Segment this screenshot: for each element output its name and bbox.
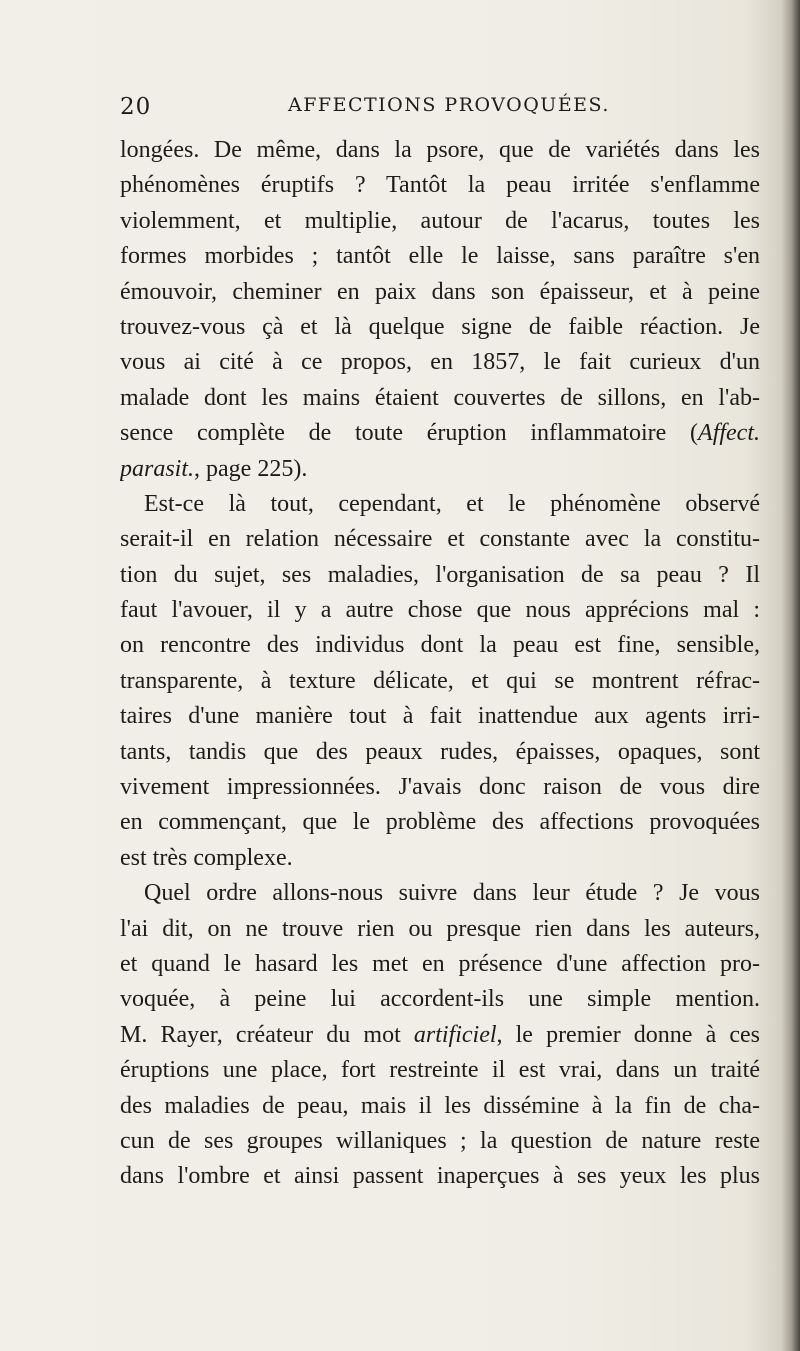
text-line: cun de ses groupes willaniques ; la question de nature reste [120,1127,760,1154]
text-line: Est-ce là tout, cependant, et le phénomène observé [144,490,760,517]
page-edge-shadow [782,0,800,1351]
text-line: violemment, et multiplie, autour de l'acarus, toutes les [120,207,760,234]
text-line: serait-il en relation nécessaire et constante avec la constitu- [120,526,760,553]
text-line: longées. De même, dans la psore, que de variétés dans les [120,137,760,163]
text-line: trouvez-vous çà et là quelque signe de faible réaction. Je [120,313,760,340]
text-line: taires d'une manière tout à fait inattendue aux agents irri- [120,703,760,730]
text-line: tants, tandis que des peaux rudes, épaisses, opaques, sont [120,738,760,765]
page-number: 20 [120,94,152,120]
text-line: est très complexe. [120,844,293,871]
text-line: l'ai dit, on ne trouve rien ou presque rien dans les auteurs, [120,915,760,942]
running-head [120,94,760,128]
text-line: Quel ordre allons-nous suivre dans leur étude ? Je vous [144,880,760,907]
text-line: M. Rayer, créateur du mot artificiel, le premier donne à ces [120,1021,760,1048]
text-line: des maladies de peau, mais il les dissémine à la fin de cha- [120,1092,760,1119]
italic-text: artificiel [413,1021,497,1048]
text-line: faut l'avouer, il y a autre chose que nous apprécions mal : [120,597,760,624]
text-line: vous ai cité à ce propos, en 1857, le fait curieux d'un [120,349,760,376]
text-line: vivement impressionnées. J'avais donc raison de vous dire [120,774,760,801]
text-line: sence complète de toute éruption inflammatoire (Affect. [120,420,760,447]
text-line: phénomènes éruptifs ? Tantôt la peau irritée s'enflamme [120,172,760,199]
text-line: en commençant, que le problème des affections provoquées [120,809,760,836]
text-line: parasit., page 225). [120,455,308,482]
text-line: tion du sujet, ses maladies, l'organisation de sa peau ? Il [120,561,760,588]
italic-text: Affect. [698,420,760,447]
text-line: transparente, à texture délicate, et qui se montrent réfrac- [120,667,760,694]
text-line: malade dont les mains étaient couvertes de sillons, en l'ab- [120,384,760,411]
italic-text: parasit. [120,455,195,482]
running-title: AFFECTIONS PROVOQUÉES. [288,94,610,116]
text-line: dans l'ombre et ainsi passent inaperçues à ses yeux les plus [120,1163,760,1190]
text-line: formes morbides ; tantôt elle le laisse, sans paraître s'en [120,243,760,270]
text-line: éruptions une place, fort restreinte il est vrai, dans un traité [120,1057,760,1084]
text-line: et quand le hasard les met en présence d'une affection pro- [120,950,760,977]
text-line: on rencontre des individus dont la peau est fine, sensible, [120,632,760,659]
text-line: voquée, à peine lui accordent-ils une simple mention. [120,986,760,1013]
body-text [120,133,760,1195]
text-line: émouvoir, cheminer en paix dans son épaisseur, et à peine [120,278,760,305]
